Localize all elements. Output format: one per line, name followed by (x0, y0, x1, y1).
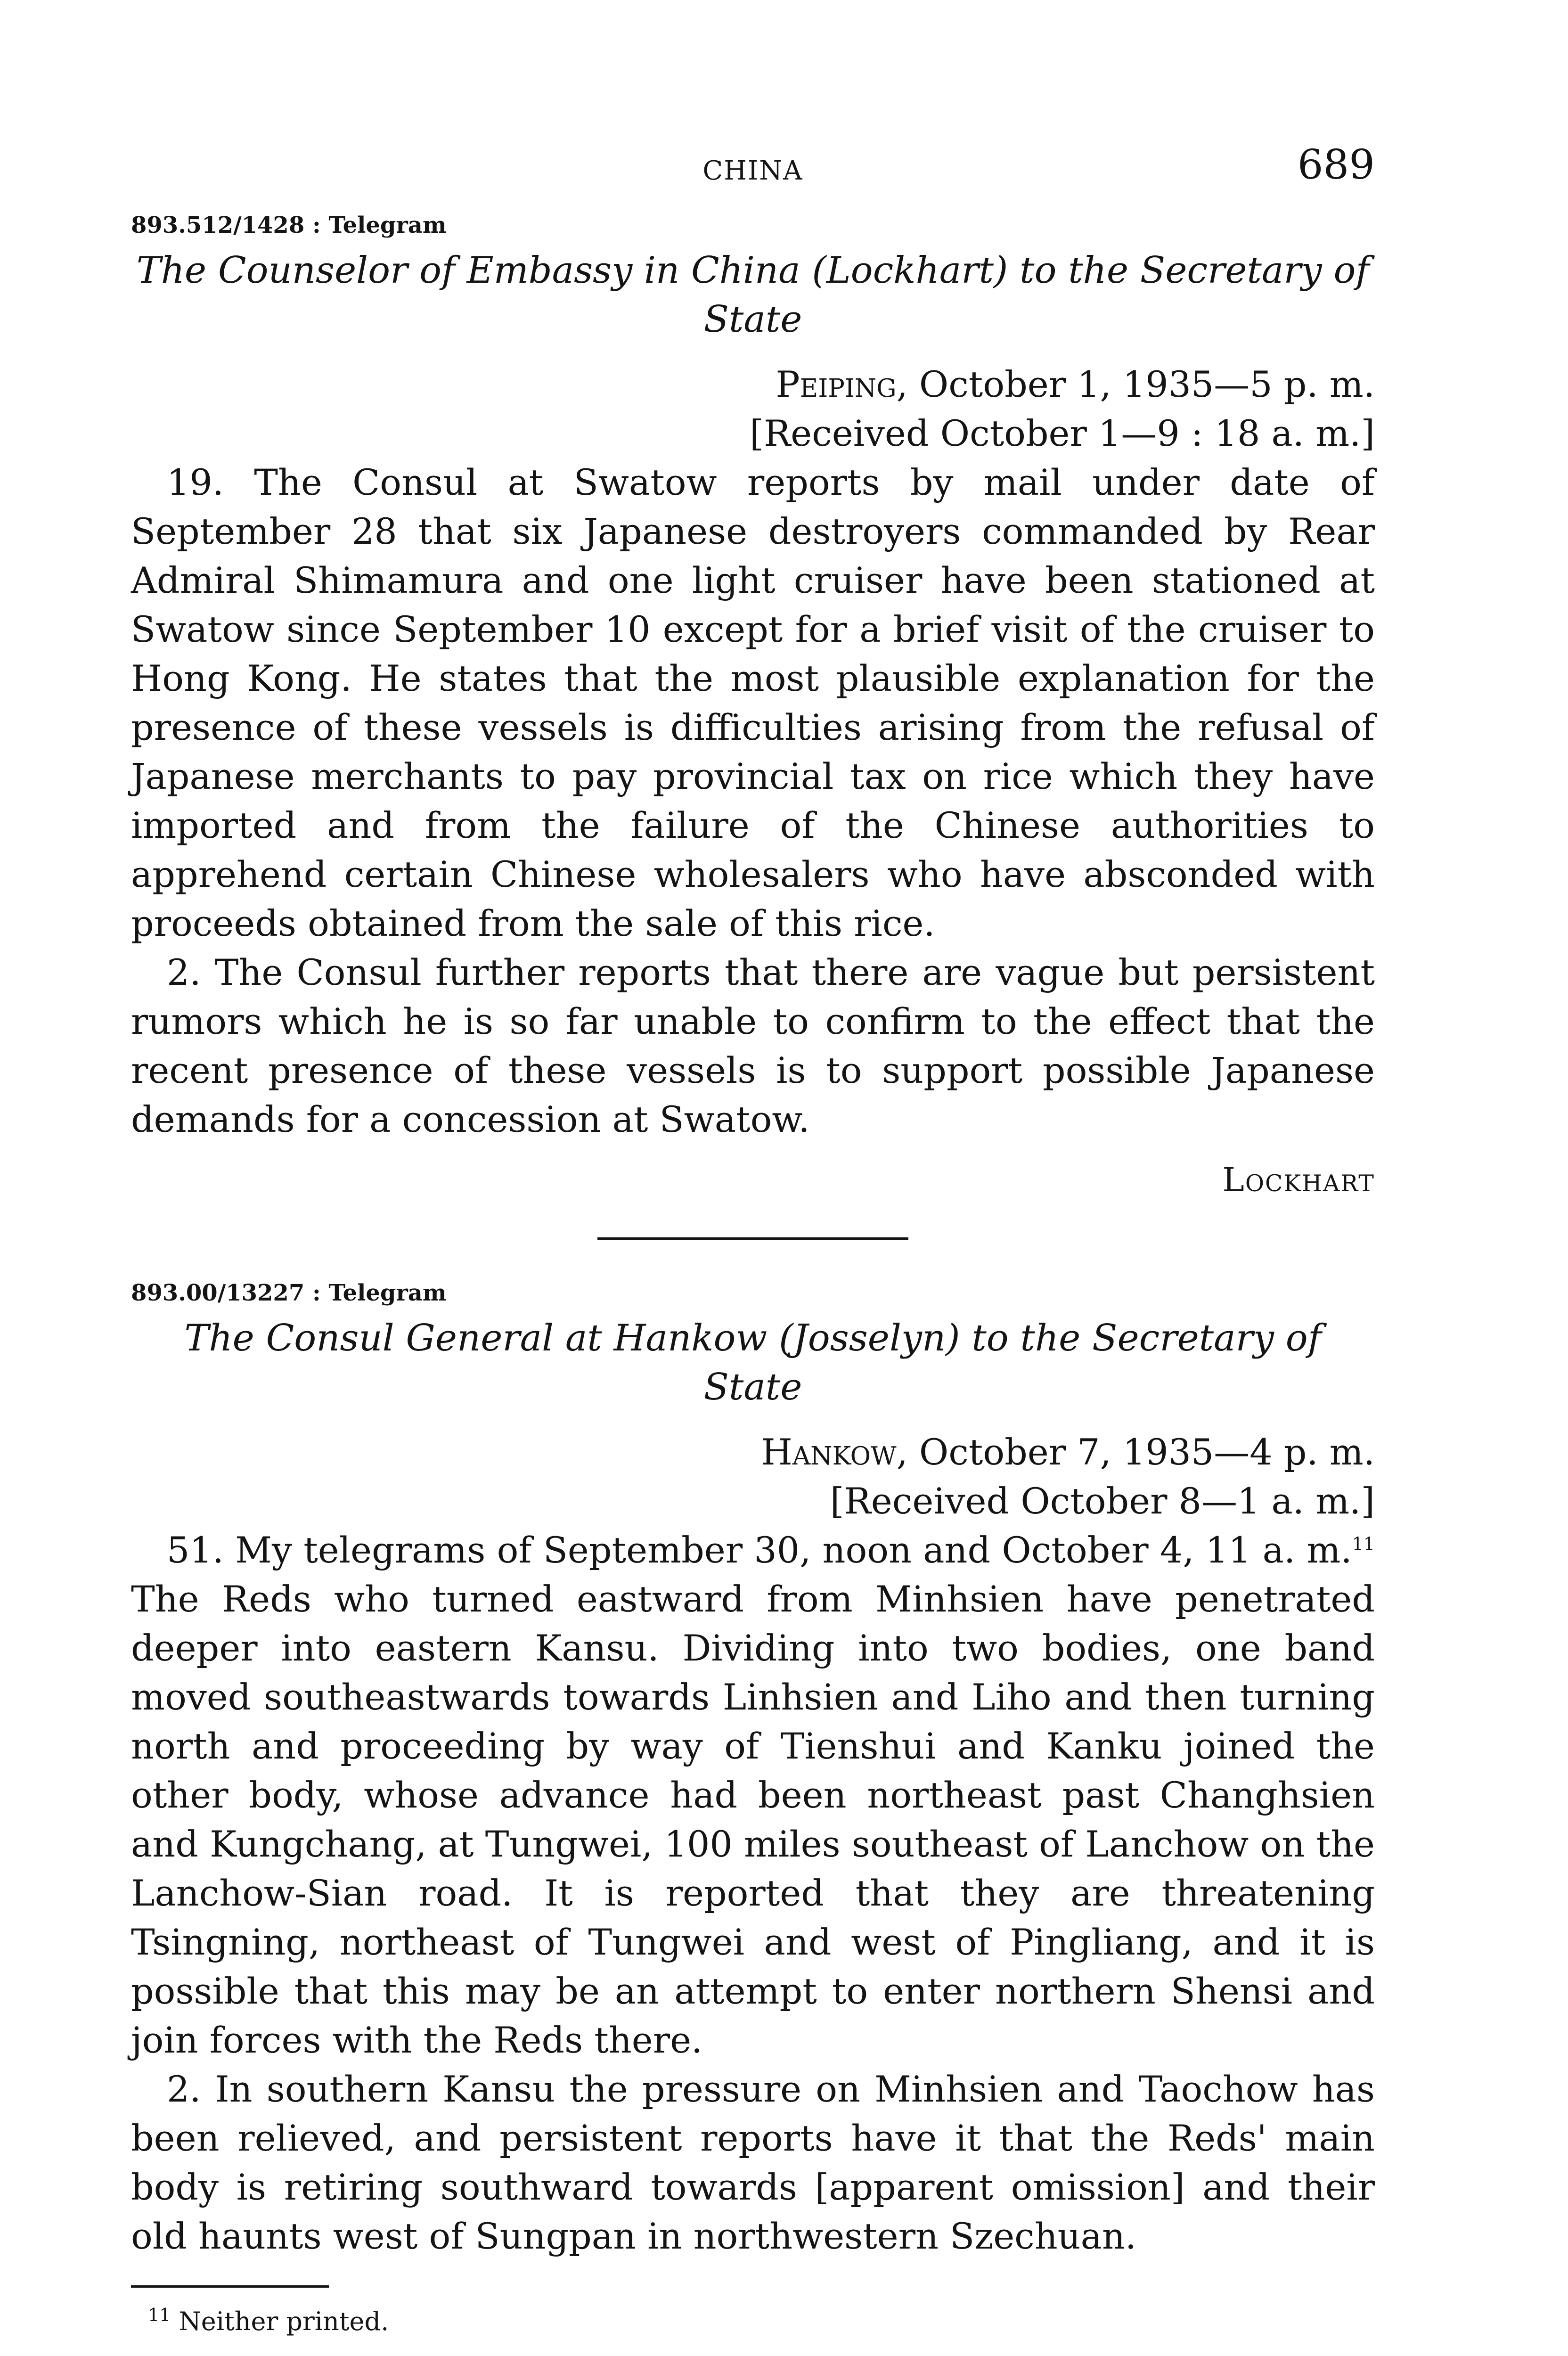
document-title: The Counselor of Embassy in China (Lockhart) to the Secretary of State (136, 249, 1370, 341)
document-page (131, 141, 1375, 2340)
paragraph: 19. The Consul at Swatow reports by mail under date of September 28 that six Japanese destroyers commanded by Rear Admiral Shimamura and one light cruiser have been stationed at Swatow since September 10 except for a brief visit of the cruiser to Hong Kong. He states that the most plausible explanation for the presence of these vessels is difficulties arising from the refusal of Japanese merchants to pay provincial tax on rice which they have imported and from the failure of the Chinese authorities to apprehend certain Chinese wholesalers who have absconded with proceeds obtained from the sale of this rice. (131, 461, 1375, 944)
running-head (131, 141, 1375, 203)
paragraph: 2. The Consul further reports that there are vague but persistent rumors which he is so far unable to confirm to the effect that the recent presence of these vessels is to support possible Japanese demands for a concession at Swatow. (131, 951, 1375, 1140)
dateline (131, 360, 1375, 409)
document-title: The Consul General at Hankow (Josselyn) to the Secretary of State (184, 1317, 1322, 1408)
footnote-divider (131, 2285, 329, 2288)
footnote-reference: 11 (1352, 1533, 1375, 1554)
dateline (131, 1428, 1375, 1477)
telegram-josselyn (131, 1280, 1375, 2261)
paragraph-text: 51. My telegrams of September 30, noon and October 4, 11 a. m. (167, 1529, 1352, 1571)
file-reference: 893.512/1428 : Telegram (131, 212, 447, 238)
footnote (131, 2304, 1375, 2340)
footnote-text: Neither printed. (179, 2307, 389, 2336)
paragraph-text: The Reds who turned eastward from Minhsien have penetrated deeper into eastern Kansu. Dividing into two bodies, one band moved southeastwards towards Linhsien and Liho and then turning north and proceeding by way of Tienshui and Kanku joined the other body, whose advance had been northeast past Changhsien and Kungchang, at Tungwei, 100 miles southeast of Lanchow on the Lanchow-Sian road. It is reported that they are threatening Tsingning, northeast of Tungwei and west of Pingliang, and it is possible that this may be an attempt to enter northern Shensi and join forces with the Reds there. (131, 1578, 1375, 2061)
paragraph (131, 1526, 1375, 2065)
received-note: [Received October 1—9 : 18 a. m.] (750, 412, 1375, 454)
signature: Lockhart (1222, 1161, 1375, 1199)
file-reference: 893.00/13227 : Telegram (131, 1280, 447, 1306)
dateline-place: Peiping, (776, 363, 908, 405)
running-title: CHINA (702, 155, 803, 186)
dateline-place: Hankow, (761, 1431, 908, 1473)
telegram-lockhart (131, 212, 1375, 1203)
section-divider (597, 1237, 908, 1240)
received-note: [Received October 8—1 a. m.] (830, 1480, 1375, 1522)
dateline-date: October 1, 1935—5 p. m. (919, 363, 1375, 405)
dateline-date: October 7, 1935—4 p. m. (919, 1431, 1375, 1473)
page-number: 689 (1297, 141, 1375, 188)
footnote-number: 11 (148, 2305, 171, 2325)
paragraph: 2. In southern Kansu the pressure on Minhsien and Taochow has been relieved, and persistent reports have it that the Reds' main body is retiring southward towards [apparent omission] and their old haunts west of Sungpan in northwestern Szechuan. (131, 2068, 1375, 2257)
